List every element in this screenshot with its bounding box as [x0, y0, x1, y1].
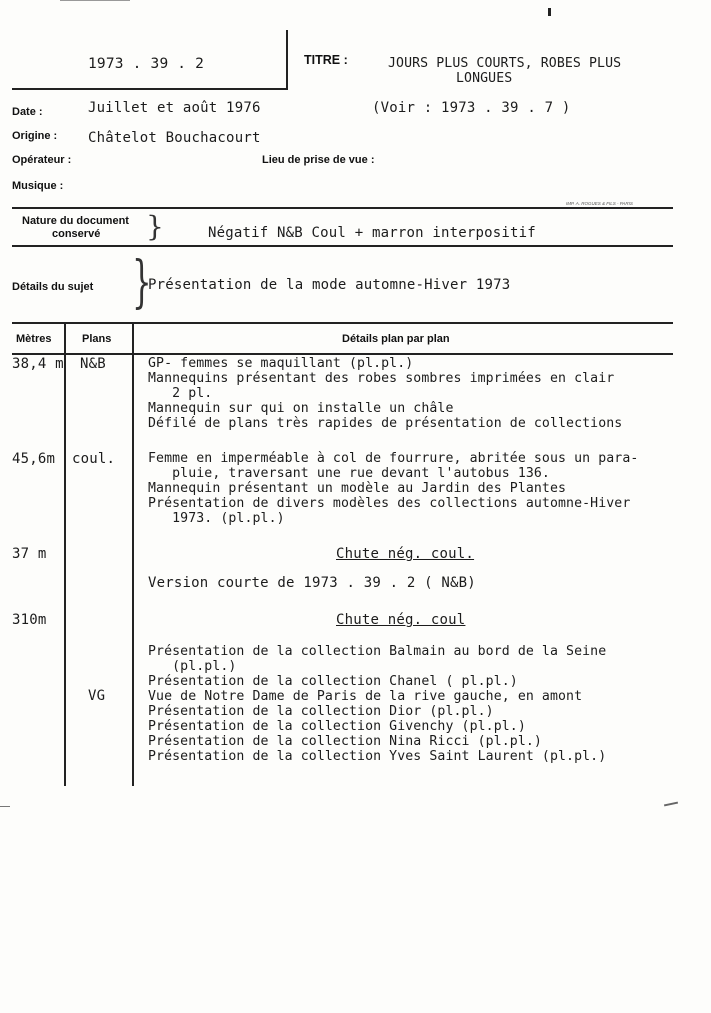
nature-value: Négatif N&B Coul + marron interpositif [208, 225, 536, 241]
row4-line-6: Présentation de la collection Givenchy (pl.pl.) [148, 719, 526, 734]
nature-label-2: conservé [52, 228, 101, 240]
printer-mark: IMP. A. ROGUES & FILS - PARIS [566, 201, 633, 206]
row4-line-5: Présentation de la collection Dior (pl.pl.) [148, 704, 494, 719]
row4-line-7: Présentation de la collection Nina Ricci (pl.pl.) [148, 734, 542, 749]
col-divider-1 [64, 324, 66, 786]
row1-line-5: Défilé de plans très rapides de présentation de collections [148, 416, 623, 431]
row3-metres: 37 m [12, 546, 47, 562]
row2-line-2: pluie, traversant une rue devant l'autobus 136. [148, 466, 550, 481]
row1-plans: N&B [80, 356, 106, 372]
row4-line-3: Présentation de la collection Chanel ( pl.pl.) [148, 674, 518, 689]
titre-line-1: JOURS PLUS COURTS, ROBES PLUS [388, 56, 622, 71]
scan-mark-right [664, 802, 678, 807]
row1-line-2: Mannequins présentant des robes sombres imprimées en clair [148, 371, 615, 386]
scan-mark-top [60, 0, 130, 1]
row2-line-5: 1973. (pl.pl.) [148, 511, 285, 526]
row3-line-1: Version courte de 1973 . 39 . 2 ( N&B) [148, 575, 476, 591]
origine-value: Châtelot Bouchacourt [88, 130, 261, 146]
top-box-vertical-line [286, 30, 288, 90]
origine-label: Origine : [12, 130, 58, 142]
date-label: Date : [12, 106, 43, 118]
details-sujet-label: Détails du sujet [12, 281, 94, 293]
nature-label-1: Nature du document [22, 215, 129, 227]
row2-line-3: Mannequin présentant un modèle au Jardin des Plantes [148, 481, 567, 496]
col-details-header: Détails plan par plan [342, 333, 450, 345]
nature-brace: } [146, 210, 164, 243]
row1-details [148, 356, 622, 431]
lieu-label: Lieu de prise de vue : [262, 154, 375, 166]
row4-line-1: Présentation de la collection Balmain au bord de la Seine [148, 644, 607, 659]
row2-plans: coul. [72, 451, 116, 467]
row4-line-8: Présentation de la collection Yves Saint Laurent (pl.pl.) [148, 749, 607, 764]
row2-details [148, 451, 638, 526]
col-metres-header: Mètres [16, 333, 52, 345]
nature-bottom-line [12, 245, 673, 247]
row1-line-3: 2 pl. [148, 386, 213, 401]
scan-speck [548, 8, 551, 16]
details-sujet-brace: } [132, 250, 152, 315]
operateur-label: Opérateur : [12, 154, 72, 166]
titre-label: TITRE : [304, 53, 348, 67]
table-top-line [12, 322, 673, 324]
row2-line-4: Présentation de divers modèles des collections automne-Hiver [148, 496, 631, 511]
row4-plans: VG [88, 688, 106, 704]
row3-heading: Chute nég. coul. [336, 546, 475, 562]
row1-line-4: Mannequin sur qui on installe un châle [148, 401, 454, 416]
voir-reference: (Voir : 1973 . 39 . 7 ) [372, 100, 571, 116]
row4-line-2: (pl.pl.) [148, 659, 237, 674]
musique-label: Musique : [12, 180, 64, 192]
row4-line-4: Vue de Notre Dame de Paris de la rive gauche, en amont [148, 689, 583, 704]
row2-line-1: Femme en imperméable à col de fourrure, abritée sous un para- [148, 451, 639, 466]
row1-metres: 38,4 m [12, 356, 64, 372]
col-divider-2 [132, 324, 134, 786]
table-header-line [12, 353, 673, 355]
scan-mark-left [0, 806, 10, 807]
top-box-bottom-line [12, 88, 286, 90]
details-sujet-value: Présentation de la mode automne-Hiver 1973 [148, 277, 511, 293]
reference-number: 1973 . 39 . 2 [88, 56, 205, 72]
row4-heading: Chute nég. coul [336, 612, 466, 628]
nature-top-line [12, 207, 673, 209]
row1-line-1: GP- femmes se maquillant (pl.pl.) [148, 356, 414, 371]
date-value: Juillet et août 1976 [88, 100, 261, 116]
titre-line-2: LONGUES [456, 71, 513, 86]
row4-metres: 310m [12, 612, 47, 628]
row2-metres: 45,6m [12, 451, 56, 467]
col-plans-header: Plans [82, 333, 112, 345]
row4-details [148, 644, 606, 764]
